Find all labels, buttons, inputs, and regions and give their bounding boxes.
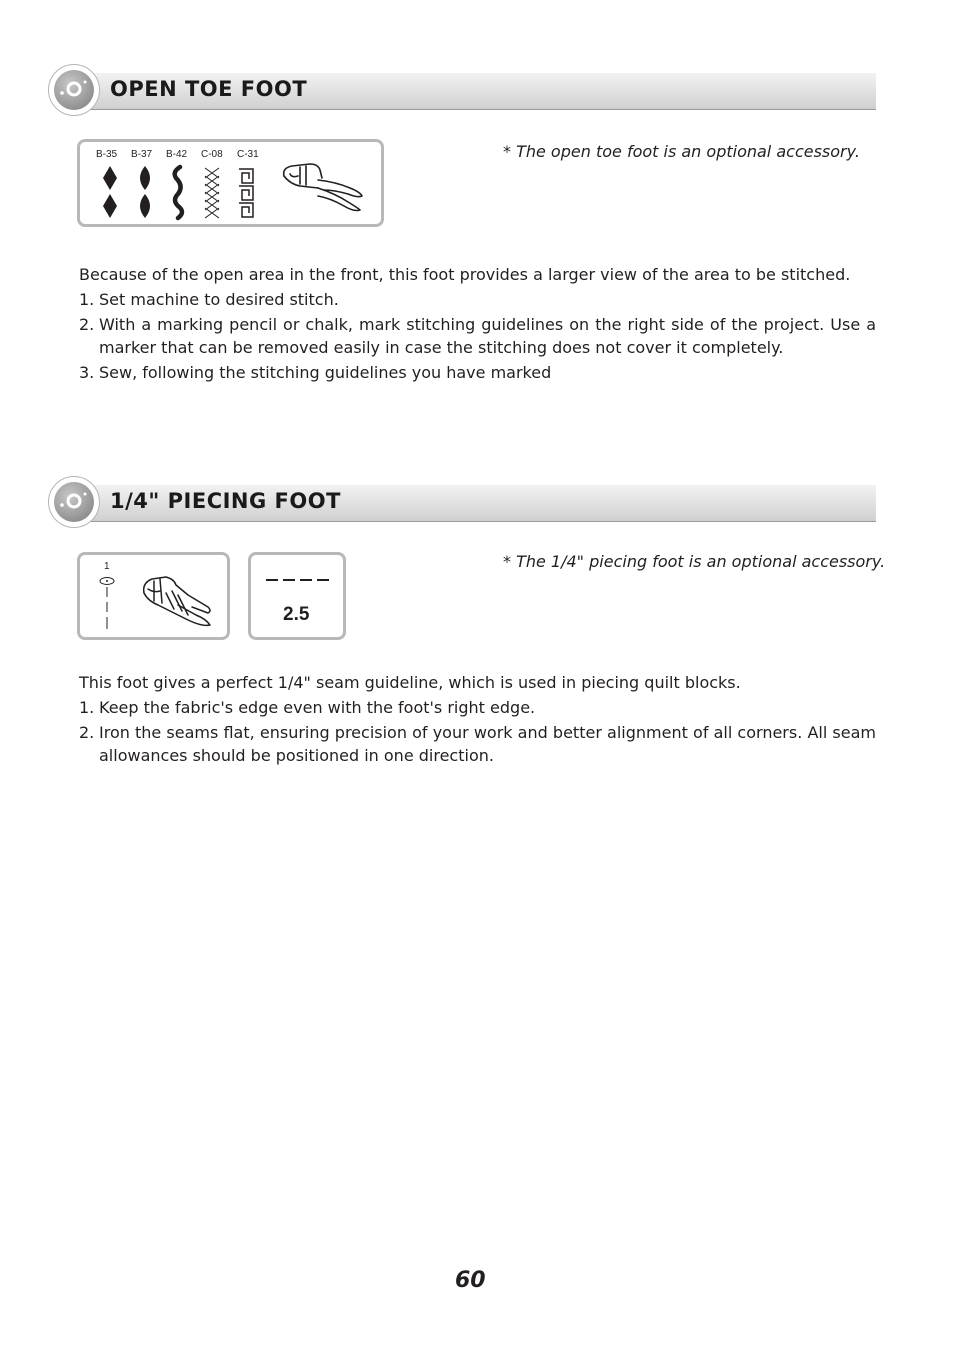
stitch-panel xyxy=(77,139,384,227)
stitch-patterns-icon xyxy=(92,164,282,226)
section-header-open-toe xyxy=(48,64,876,116)
list-text: With a marking pencil or chalk, mark stitching guidelines on the right side of the project. Use a marker that can be removed easily in case the stitching does not cover it completely. xyxy=(99,315,876,357)
instructions-open-toe xyxy=(79,263,876,384)
section-header-piecing xyxy=(48,476,876,528)
piecing-foot-icon xyxy=(138,571,218,633)
list-text: Sew, following the stitching guidelines you have marked xyxy=(99,363,552,382)
list-number: 1. xyxy=(79,698,95,717)
intro-paragraph: Because of the open area in the front, this foot provides a larger view of the area to be stitched. xyxy=(79,265,851,284)
optional-accessory-note: * The open toe foot is an optional accessory. xyxy=(503,142,860,161)
list-number: 3. xyxy=(79,363,95,382)
stitch-code: C-31 xyxy=(237,149,259,160)
page-number: 60 xyxy=(455,1268,486,1293)
list-text: Keep the fabric's edge even with the foot's right edge. xyxy=(99,698,536,717)
straight-stitch-icon xyxy=(98,575,118,635)
section-bullet-icon xyxy=(48,64,100,116)
list-number: 2. xyxy=(79,723,95,742)
stitch-code: B-35 xyxy=(96,149,118,160)
list-number: 1. xyxy=(79,290,95,309)
stitch-code: B-42 xyxy=(166,149,188,160)
stitch-code: C-08 xyxy=(201,149,223,160)
intro-paragraph: This foot gives a perfect 1/4" seam guideline, which is used in piecing quilt blocks. xyxy=(79,673,741,692)
list-item xyxy=(79,721,876,767)
section-title: 1/4" PIECING FOOT xyxy=(110,489,341,513)
stitch-code: B-37 xyxy=(131,149,153,160)
list-item xyxy=(79,696,876,719)
list-item xyxy=(79,313,876,359)
stitch-code: 1 xyxy=(104,561,110,572)
stitch-length-value: 2.5 xyxy=(283,604,310,625)
dashed-stitch-icon xyxy=(264,576,334,584)
stitch-length-panel xyxy=(248,552,346,640)
list-item xyxy=(79,288,876,311)
open-toe-foot-icon xyxy=(278,158,370,214)
list-text: Set machine to desired stitch. xyxy=(99,290,339,309)
section-bullet-icon xyxy=(48,476,100,528)
instructions-piecing xyxy=(79,671,876,767)
list-number: 2. xyxy=(79,315,95,334)
list-text: Iron the seams flat, ensuring precision of your work and better alignment of all corners. All seam allowances should be positioned in one direction. xyxy=(99,723,876,765)
list-item xyxy=(79,361,876,384)
section-title: OPEN TOE FOOT xyxy=(110,77,308,101)
optional-accessory-note: * The 1/4" piecing foot is an optional accessory. xyxy=(503,552,886,571)
stitch-panel xyxy=(77,552,230,640)
